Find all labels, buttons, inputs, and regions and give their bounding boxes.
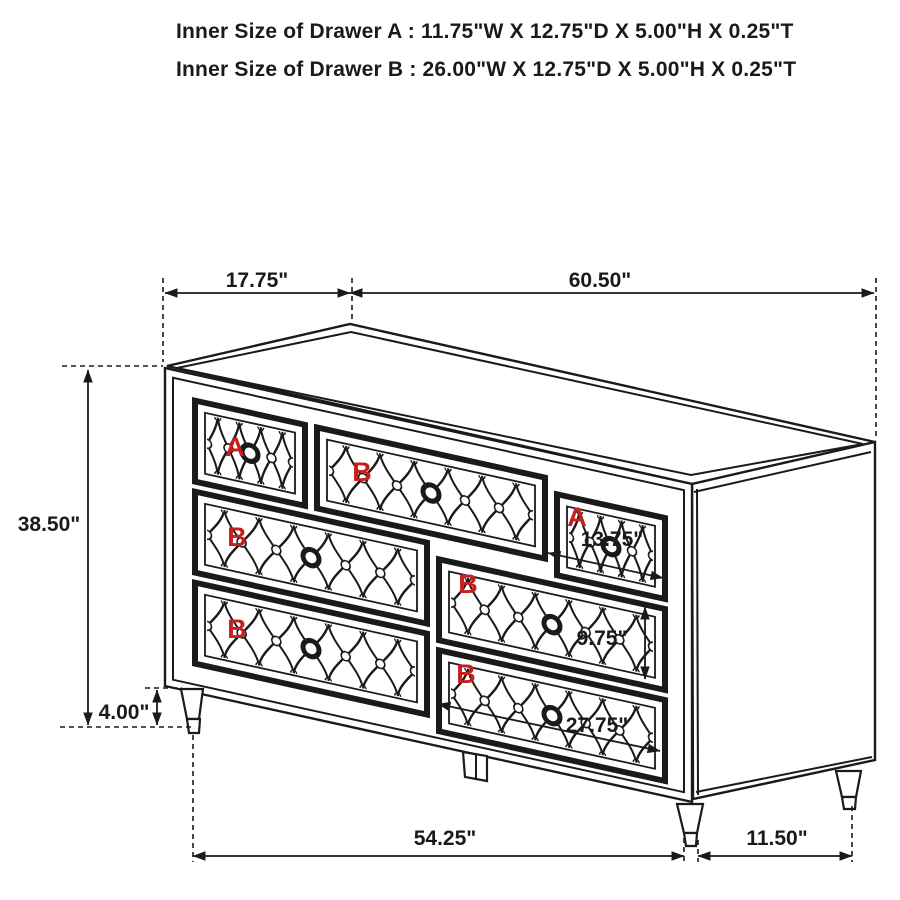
label-top-width: 60.50" <box>568 269 632 292</box>
drawer-letter-bottom-right: B <box>456 659 476 689</box>
label-leg-height: 4.00" <box>98 701 150 724</box>
back-right-leg-foot <box>842 797 856 809</box>
front-left-leg-foot <box>187 719 200 733</box>
front-side-corner-line <box>697 489 698 795</box>
label-drawer-b-width: 27.75" <box>565 714 629 737</box>
dresser <box>165 324 875 846</box>
label-overall-height: 38.50" <box>17 513 81 536</box>
label-drawer-a-width: 13.75" <box>580 528 644 551</box>
back-right-leg <box>836 771 861 797</box>
inner-size-drawer-b: Inner Size of Drawer B : 26.00"W X 12.75"D X 5.00"H X 0.25"T <box>176 58 797 81</box>
drawer-knob-icon <box>544 706 560 726</box>
front-right-leg-foot <box>684 833 697 846</box>
label-drawer-b-height: 9.75" <box>576 627 628 650</box>
dresser-side-panel <box>692 442 875 799</box>
drawer-letter-bottom-left: B <box>227 614 247 644</box>
drawer-knob-icon <box>303 639 319 659</box>
label-base-side-depth: 11.50" <box>746 827 808 850</box>
drawer-letter-middle-left: B <box>227 522 247 552</box>
drawer-knob-icon <box>303 548 319 568</box>
drawer-letter-middle-right: B <box>458 569 478 599</box>
front-left-leg <box>181 689 203 719</box>
drawer-letter-top-left: A <box>225 432 245 462</box>
drawer-letter-top-middle: B <box>352 457 372 487</box>
drawer-knob-icon <box>423 483 439 503</box>
drawer-knob-icon <box>544 615 560 635</box>
drawer-letter-top-right: A <box>567 502 587 532</box>
front-right-leg <box>677 804 703 833</box>
label-base-front-width: 54.25" <box>413 827 477 850</box>
inner-size-drawer-a: Inner Size of Drawer A : 11.75"W X 12.75"D X 5.00"H X 0.25"T <box>176 20 794 43</box>
label-top-depth: 17.75" <box>225 269 289 292</box>
